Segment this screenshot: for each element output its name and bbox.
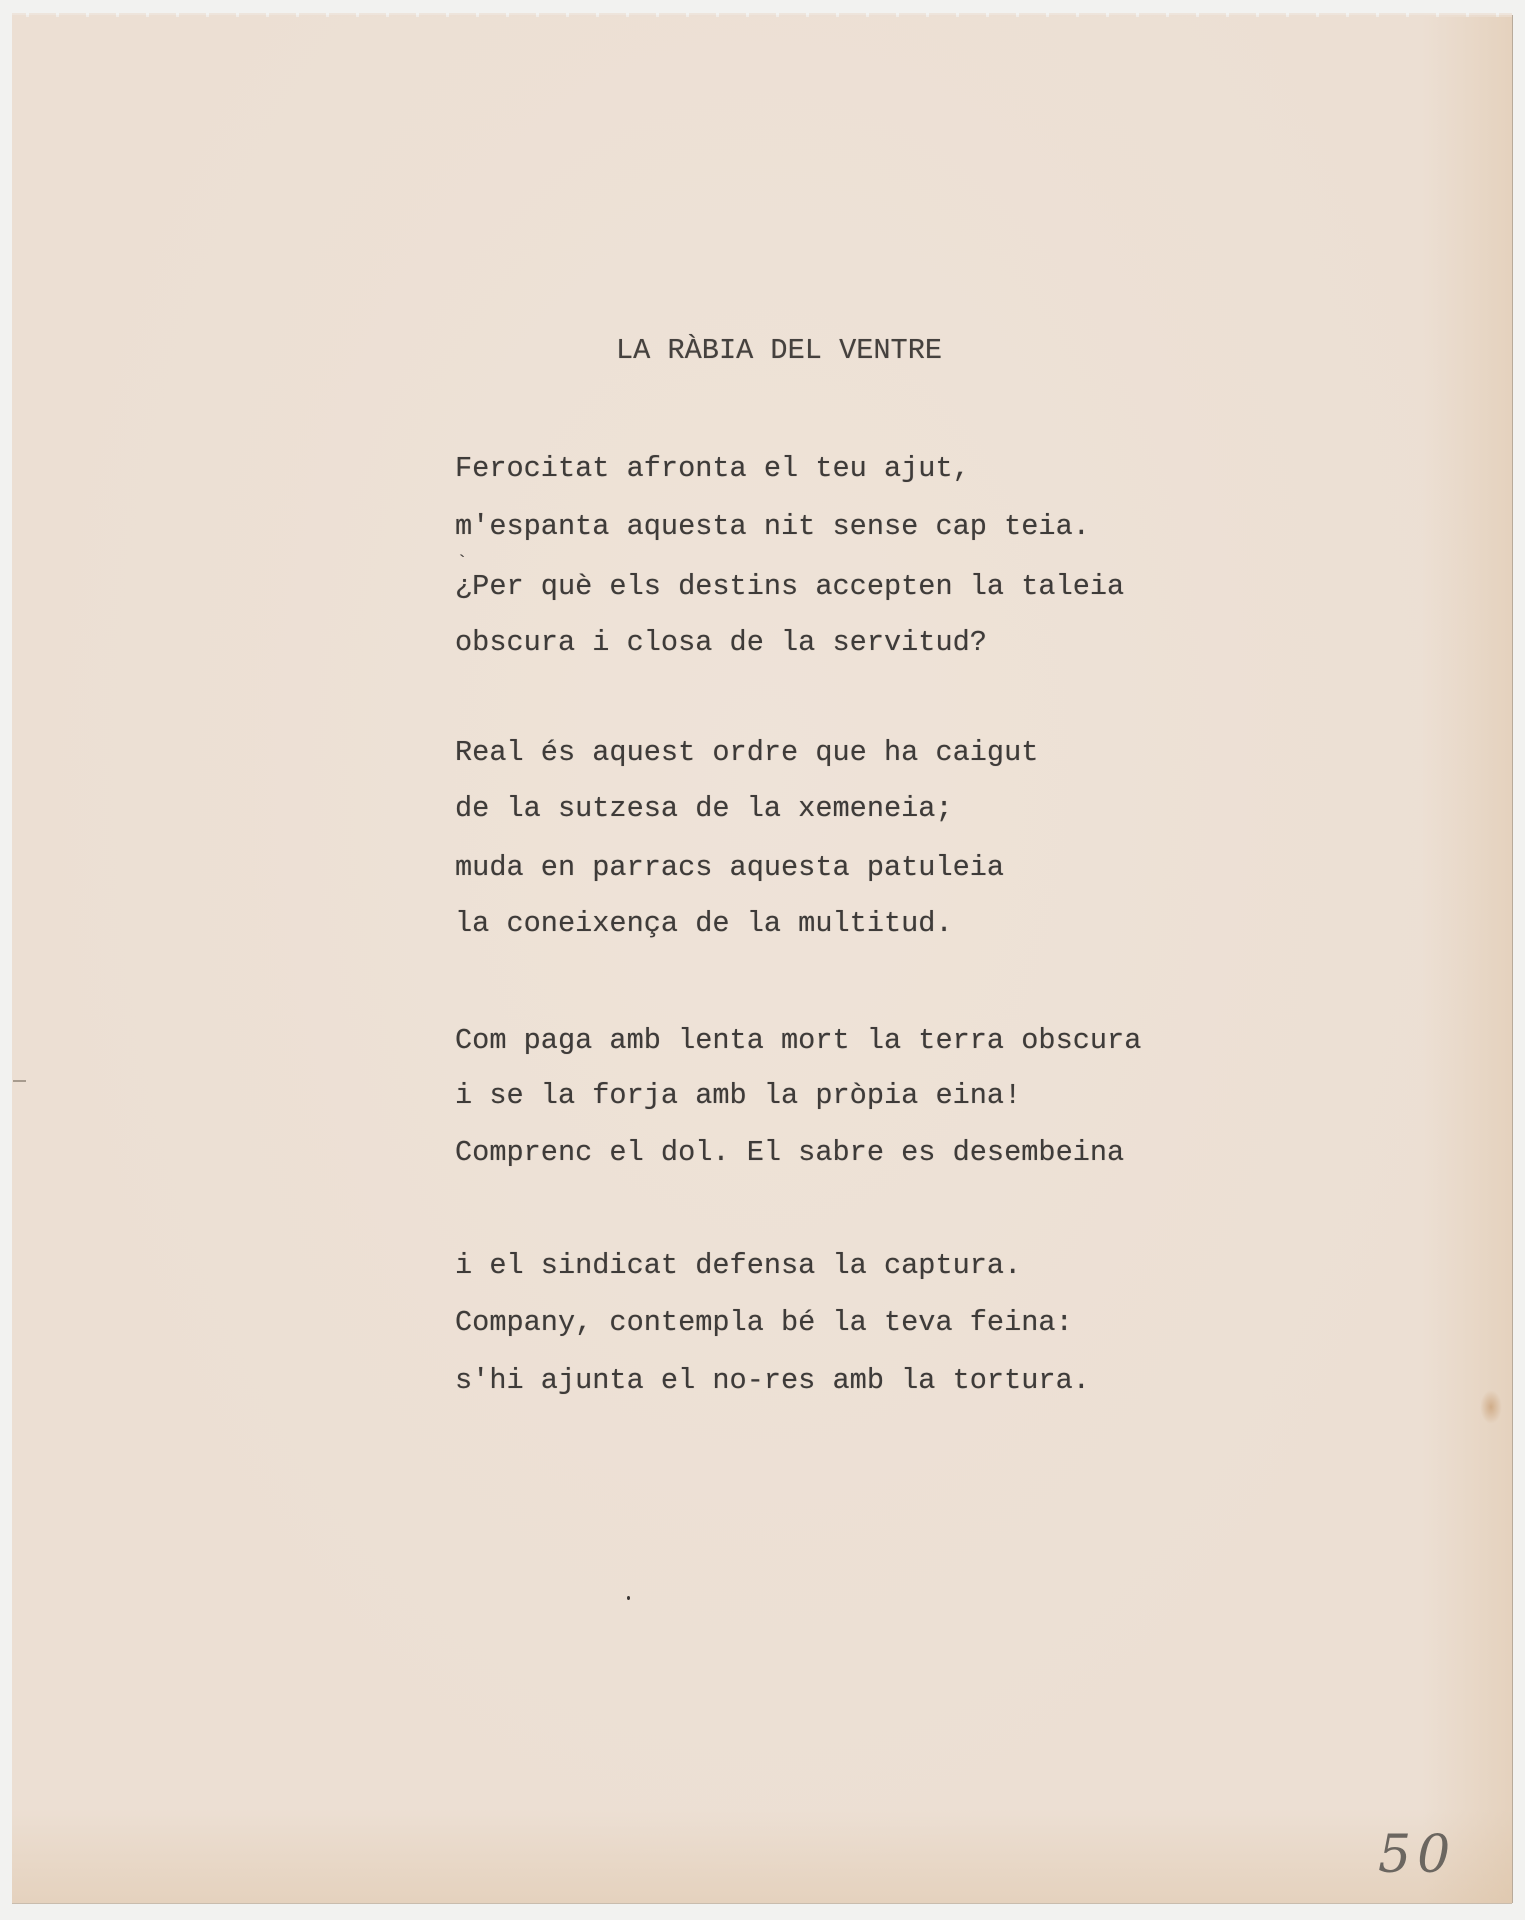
paper-stain — [1480, 1390, 1502, 1424]
poem-line: la coneixença de la multitud. — [455, 907, 953, 940]
stray-accent-mark: ` — [456, 553, 469, 576]
poem-line: Real és aquest ordre que ha caigut — [455, 736, 1039, 769]
margin-mark — [13, 1080, 26, 1082]
poem-title: LA RÀBIA DEL VENTRE — [616, 334, 943, 367]
poem-line: ¿Per què els destins accepten la taleia — [455, 570, 1125, 603]
poem-line: m'espanta aquesta nit sense cap teia. — [455, 510, 1090, 543]
poem-line: i el sindicat defensa la captura. — [455, 1249, 1022, 1282]
poem-line: muda en parracs aquesta patuleia — [455, 851, 1005, 884]
poem-line: i se la forja amb la pròpia eina! — [455, 1079, 1022, 1112]
torn-top-edge — [12, 13, 1512, 17]
ink-speck — [627, 1596, 630, 1600]
poem-line: Com paga amb lenta mort la terra obscura — [455, 1024, 1142, 1057]
typewritten-page — [12, 15, 1512, 1903]
poem-line: Ferocitat afronta el teu ajut, — [455, 452, 970, 485]
poem-line: Comprenc el dol. El sabre es desembeina — [455, 1136, 1125, 1169]
poem-line: de la sutzesa de la xemeneia; — [455, 792, 953, 825]
poem-line: obscura i closa de la servitud? — [455, 626, 987, 659]
poem-line: Company, contempla bé la teva feina: — [455, 1306, 1073, 1339]
poem-line: s'hi ajunta el no-res amb la tortura. — [455, 1364, 1090, 1397]
handwritten-page-number: 50 — [1378, 1825, 1457, 1885]
